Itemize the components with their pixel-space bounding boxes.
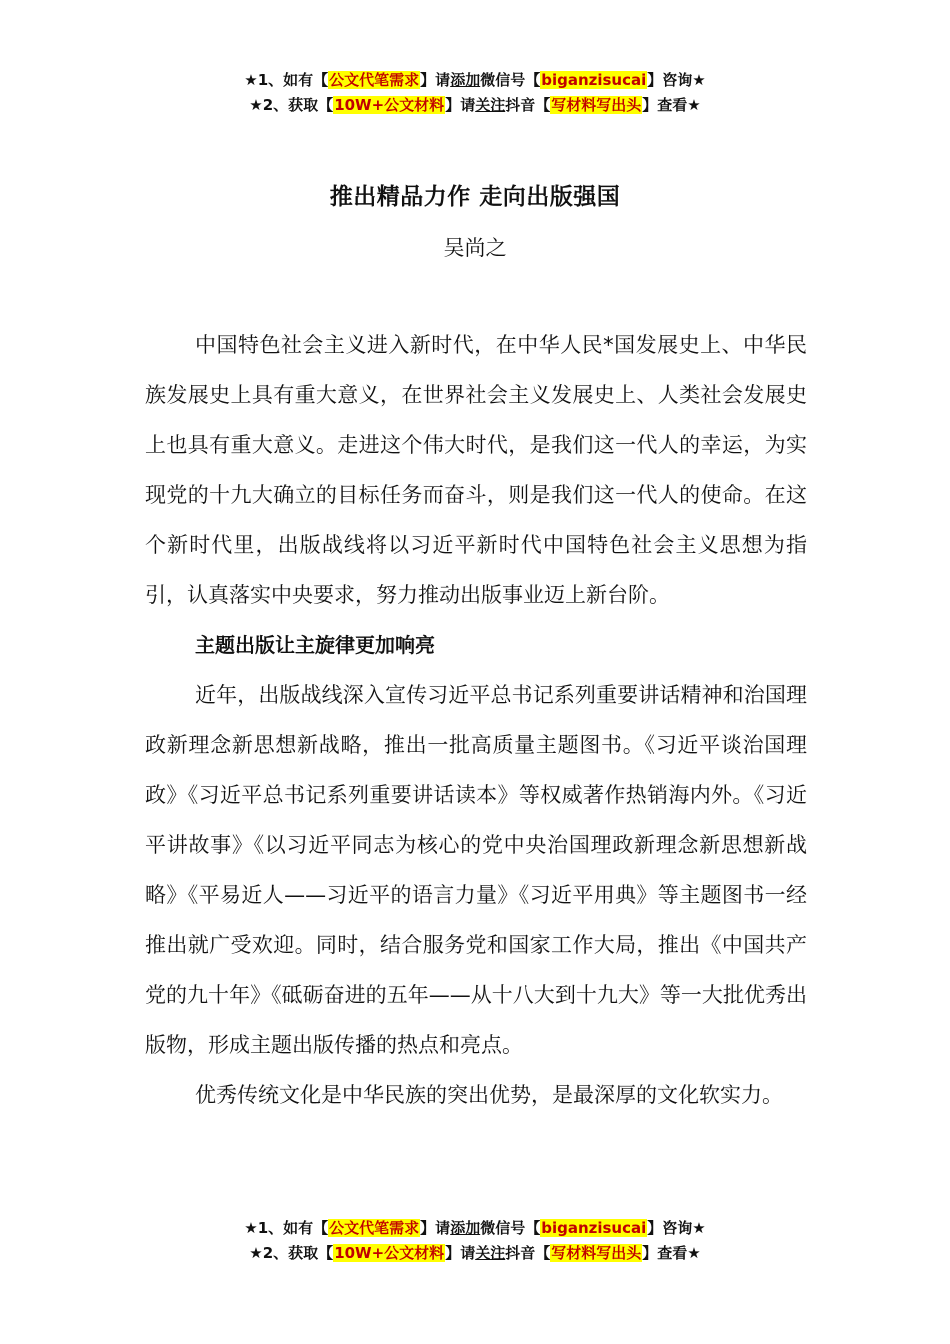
banner-highlight: 写材料写出头	[551, 96, 642, 114]
banner-text: 】请	[445, 1244, 476, 1262]
banner-highlight: 公文代笔需求	[329, 71, 420, 89]
banner-text: 】查看★	[642, 1244, 701, 1262]
banner-highlight: biganzisucai	[541, 71, 647, 89]
article-body	[145, 320, 807, 1120]
banner-text: ★2、获取【	[249, 1244, 334, 1262]
banner-text: 】咨询★	[647, 71, 706, 89]
banner-highlight: 写材料写出头	[551, 1244, 642, 1262]
banner-line-1	[0, 68, 950, 93]
section-heading: 主题出版让主旋律更加响亮	[195, 633, 435, 657]
banner-line-1	[0, 1216, 950, 1241]
banner-line-2	[0, 1241, 950, 1266]
banner-text: 抖音【	[505, 1244, 551, 1262]
banner-text: ★1、如有【	[244, 1219, 329, 1237]
banner-highlight: 公文代笔需求	[329, 1219, 420, 1237]
banner-text: 】咨询★	[647, 1219, 706, 1237]
banner-emphasis: 关注	[475, 96, 506, 114]
banner-emphasis: 添加	[450, 1219, 481, 1237]
banner-highlight: 10W+公文材料	[334, 96, 445, 114]
paragraph: 中国特色社会主义进入新时代，在中华人民*国发展史上、中华民族发展史上具有重大意义，在世界社会主义发展史上、人类社会发展史上也具有重大意义。走进这个伟大时代，是我们这一代人的幸运，为实现党的十九大确立的目标任务而奋斗，则是我们这一代人的使命。在这个新时代里，出版战线将以习近平新时代中国特色社会主义思想为指引，认真落实中央要求，努力推动出版事业迈上新台阶。	[145, 333, 807, 607]
header-banner	[0, 68, 950, 118]
banner-highlight: 10W+公文材料	[334, 1244, 445, 1262]
banner-text: ★1、如有【	[244, 71, 329, 89]
banner-text: 抖音【	[505, 96, 551, 114]
paragraph: 近年，出版战线深入宣传习近平总书记系列重要讲话精神和治国理政新理念新思想新战略，推出一批高质量主题图书。《习近平谈治国理政》《习近平总书记系列重要讲话读本》等权威著作热销海内外。《习近平讲故事》《以习近平同志为核心的党中央治国理政新理念新思想新战略》《平易近人——习近平的语言力量》《习近平用典》等主题图书一经推出就广受欢迎。同时，结合服务党和国家工作大局，推出《中国共产党的九十年》《砥砺奋进的五年——从十八大到十九大》等一大批优秀出版物，形成主题出版传播的热点和亮点。	[145, 683, 807, 1057]
banner-line-2	[0, 93, 950, 118]
banner-text: 】请	[445, 96, 476, 114]
banner-highlight: biganzisucai	[541, 1219, 647, 1237]
article-title: 推出精品力作 走向出版强国	[329, 184, 621, 210]
article-author: 吴尚之	[443, 236, 507, 260]
paragraph: 优秀传统文化是中华民族的突出优势，是最深厚的文化软实力。	[195, 1083, 783, 1107]
banner-text: 微信号【	[480, 1219, 541, 1237]
banner-text: 】查看★	[642, 96, 701, 114]
banner-text: 微信号【	[480, 71, 541, 89]
banner-text: 】请	[420, 71, 451, 89]
banner-text: 】请	[420, 1219, 451, 1237]
banner-emphasis: 添加	[450, 71, 481, 89]
footer-banner	[0, 1216, 950, 1266]
banner-text: ★2、获取【	[249, 96, 334, 114]
banner-emphasis: 关注	[475, 1244, 506, 1262]
